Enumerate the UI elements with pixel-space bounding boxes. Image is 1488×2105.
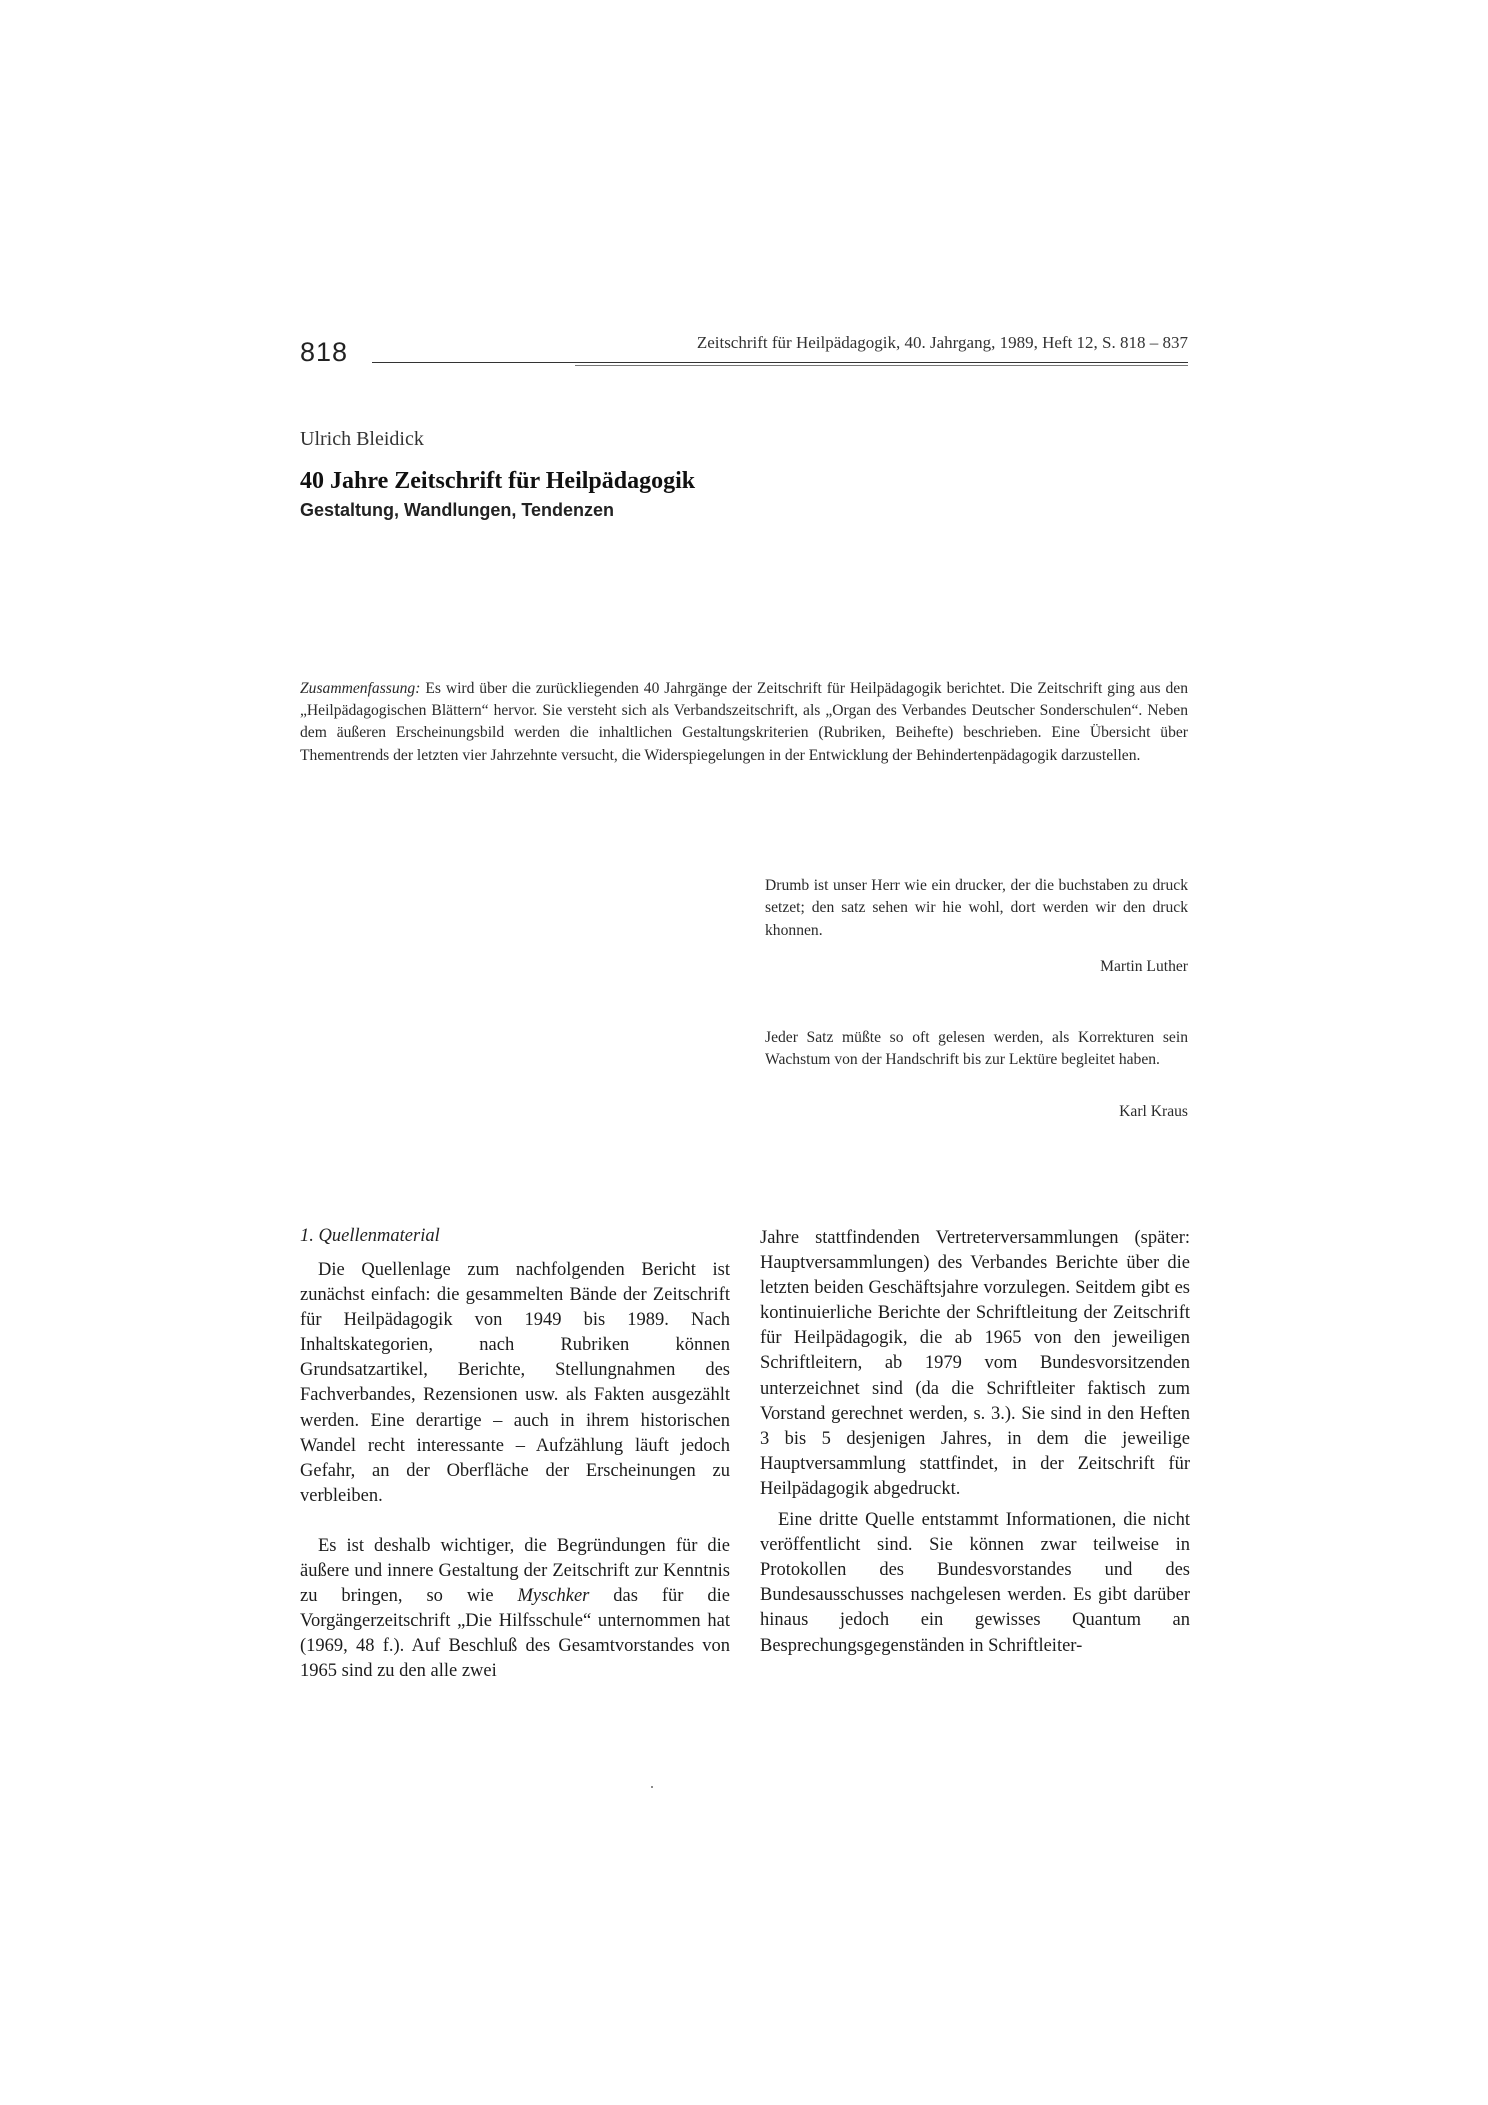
scan-speck — [651, 1786, 653, 1788]
abstract-label: Zusammenfassung: — [300, 680, 421, 697]
page-number: 818 — [300, 337, 349, 367]
body-column-right — [760, 1226, 1190, 1659]
abstract — [300, 678, 1188, 767]
article-title: 40 Jahre Zeitschrift für Heilpädagogik — [300, 468, 696, 494]
running-head: Zeitschrift für Heilpädagogik, 40. Jahrgang, 1989, Heft 12, S. 818 – 837 — [696, 333, 1188, 352]
body-paragraph — [300, 1534, 730, 1685]
body-paragraph: Die Quellenlage zum nachfolgenden Bericht ist zunächst einfach: die gesammelten Bände der Zeitschrift für Heilpädagogik von 1949 bis 1989. Nach Inhaltskategorien, nach Rubriken können Grundsatzartikel, Berichte, Stellungnahmen des Fachverbandes, Rezensionen usw. als Fakten ausgezählt werden. Eine derartige – auch in ihrem historischen Wandel recht interessante – Aufzählung läuft jedoch Gefahr, an der Oberfläche der Erscheinungen zu verbleiben. — [300, 1260, 730, 1506]
abstract-text: Es wird über die zurückliegenden 40 Jahrgänge der Zeitschrift für Heilpädagogik berichtet. Die Zeitschrift ging aus den „Heilpädagogischen Blättern“ hervor. Sie versteht sich als Verbandszeitschrift, als „Organ des Verbandes Deutscher Sonderschulen“. Neben dem äußeren Erscheinungsbild werden die inhaltlichen Gestaltungskriterien (Rubriken, Beihefte) beschrieben. Eine Übersicht über Thementrends der letzten vier Jahrzehnte versucht, die Widerspiegelungen in der Entwicklung der Behindertenpädagogik darzustellen. — [300, 680, 1188, 764]
epigraph-quote: Jeder Satz müßte so oft gelesen werden, als Korrekturen sein Wachstum von der Handschrift bis zur Lektüre begleitet haben. — [765, 1029, 1188, 1069]
epigraph-quote: Drumb ist unser Herr wie ein drucker, der die buchstaben zu druck setzet; den satz sehen wir hie wohl, dort werden wir den druck khonnen. — [765, 877, 1188, 939]
author-reference: Myschker — [517, 1586, 590, 1607]
header-rule — [372, 362, 1188, 363]
body-column-left — [300, 1258, 730, 1685]
header-rule-secondary — [575, 365, 1188, 366]
body-text: das für die Vorgängerzeitschrift „Die Hilfsschule“ unternommen hat (1969, 48 f.). Auf Beschluß des Gesamtvorstandes von 1965 sind zu den alle zwei — [300, 1586, 730, 1682]
epigraph-author: Karl Kraus — [1119, 1103, 1188, 1120]
body-paragraph: Eine dritte Quelle entstammt Informationen, die nicht veröffentlicht sind. Sie können zwar teilweise in Protokollen des Bundesvorstandes und des Bundesausschusses nachgelesen werden. Es gibt darüber hinaus jedoch ein gewisses Quantum an Besprechungsgegenständen in Schriftleiter- — [760, 1510, 1190, 1656]
body-text: Es ist deshalb wichtiger, die Begründungen für die äußere und innere Gestaltung der Zeitschrift zur Kenntnis zu bringen, so wie — [300, 1535, 730, 1607]
article-subtitle: Gestaltung, Wandlungen, Tendenzen — [300, 500, 614, 520]
section-heading: 1. Quellenmaterial — [300, 1226, 440, 1246]
body-paragraph: Jahre stattfindenden Vertreterversammlungen (später: Hauptversammlungen) des Verbandes Berichte über die letzten beiden Geschäftsjahre vorzulegen. Seitdem gibt es kontinuierliche Berichte der Schriftleitung der Zeitschrift für Heilpädagogik, die ab 1965 von den jeweiligen Schriftleitern, ab 1979 vom Bundesvorsitzenden unterzeichnet sind (da die Schriftleiter faktisch zum Vorstand gerechnet werden, s. 3.). Sie sind in den Heften 3 bis 5 desjenigen Jahres, in dem die jeweilige Hauptversammlung stattfindet, in der Zeitschrift für Heilpädagogik abgedruckt. — [760, 1228, 1190, 1499]
article-author: Ulrich Bleidick — [300, 428, 424, 450]
epigraph-author: Martin Luther — [1100, 958, 1188, 975]
